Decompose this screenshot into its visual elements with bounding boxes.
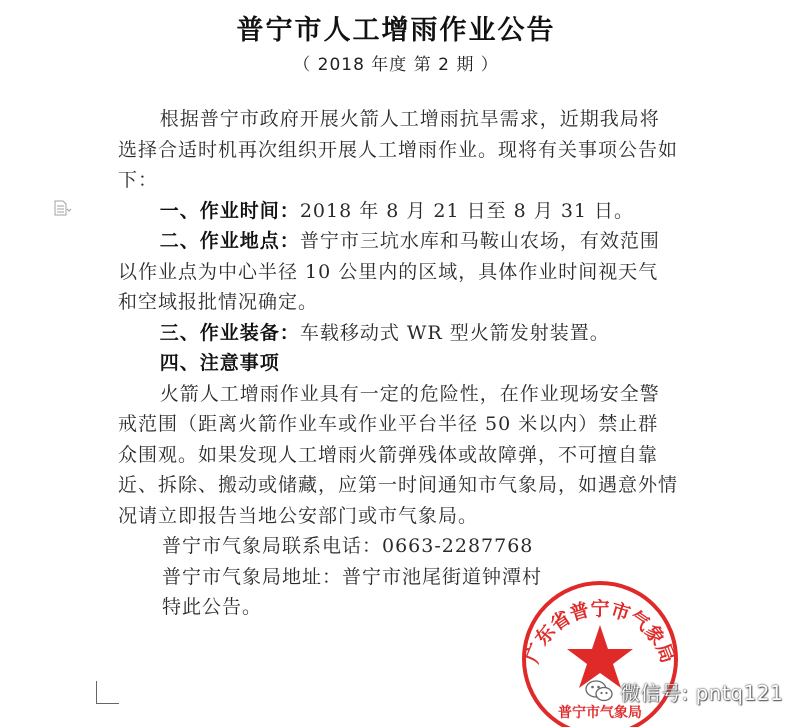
section-time [118,196,678,227]
section-equipment [118,318,678,349]
contact-address: 普宁市气象局地址：普宁市池尾街道钟潭村 [162,565,543,588]
wechat-watermark [584,676,783,706]
page-title: 普宁市人工增雨作业公告 [236,15,556,46]
section-time-label: 一、作业时间： [159,199,300,222]
section-notes-label: 四、注意事项 [159,352,280,374]
seal-bottom-text: 普宁市气象局 [558,705,642,721]
section-location-text: 普宁市三坑水库和马鞍山农场，有效范围以作业点为中心半径 10 公里内的区域，具体作业时间视天气和空域报批情况确定。 [118,230,660,313]
wechat-official-account-icon [584,678,614,704]
closing-text: 特此公告。 [162,596,263,618]
section-time-text: 2018 年 8 月 21 日至 8 月 31 日。 [299,199,635,222]
announcement-body [118,104,678,623]
section-location [118,226,678,318]
notice-paragraph: 火箭人工增雨作业具有一定的危险性，在作业现场安全警戒范围（距离火箭作业车或作业平台半径 50 米以内）禁止群众围观。如果发现人工增雨火箭弹残体或故障弹，不可擅自靠近、拆除、搬动或储藏，应第一时间通知市气象局，如遇意外情况请立即报告当地公安部门或市气象局。 [118,382,679,527]
section-equipment-text: 车载移动式 WR 型火箭发射装置。 [299,321,610,344]
section-notes [118,348,678,379]
page-corner-mark [96,681,119,704]
section-equipment-label: 三、作业装备： [159,321,300,344]
contact-phone: 普宁市气象局联系电话：0663-2287768 [162,535,534,557]
intro-paragraph: 根据普宁市政府开展火箭人工增雨抗旱需求，近期我局将选择合适时机再次组织开展人工增雨作业。现将有关事项公告如下： [118,108,679,191]
document-icon [52,200,72,216]
section-location-label: 二、作业地点： [159,230,300,252]
seal-arc-text: 广东省普宁市气象局 [521,598,679,667]
watermark-text: 微信号: pntq121 [620,680,784,705]
issue-subtitle: （ 2018 年度 第 2 期 ） [293,55,499,75]
